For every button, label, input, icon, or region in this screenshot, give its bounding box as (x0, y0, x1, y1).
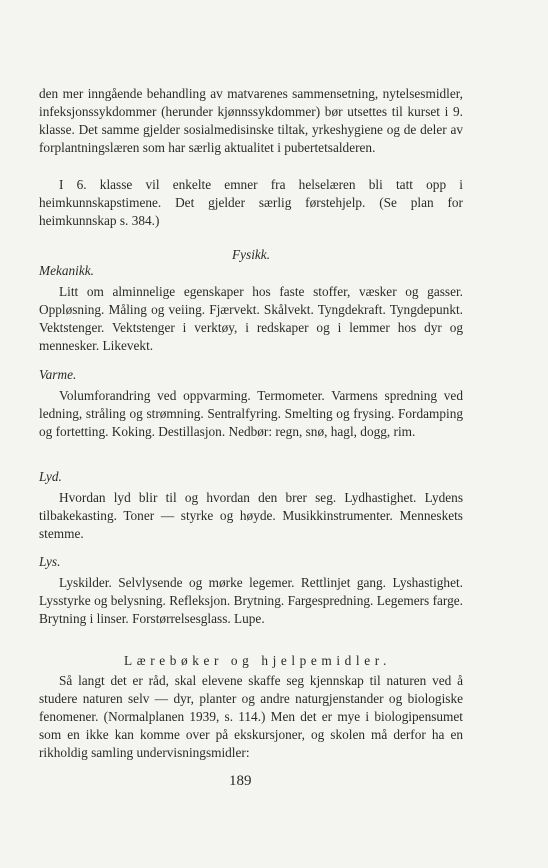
subsection-title-mekanikk: Mekanikk. (39, 263, 94, 278)
intro-paragraph-1: den mer inngående behandling av matvarenes sammensetning, nytelsesmidler, infeksjonssykdommer (herunder kjønnssykdommer) bør utsettes til kurset i 9. klasse. Det samme gjelder sosialmedisinske tiltak, yrkeshygiene og de deler av forplantningslæren som har særlig aktualitet i pubertetsalderen. (39, 86, 463, 156)
subsection-title-lyd: Lyd. (39, 469, 62, 484)
section-title-fysikk: Fysikk. (232, 247, 271, 262)
lys-paragraph: Lyskilder. Selvlysende og mørke legemer. Rettlinjet gang. Lyshastighet. Lysstyrke og belysning. Refleksjon. Brytning. Fargespredning. Legemers farge. Brytning i linser. Forstørrelsesglass. Lupe. (39, 575, 463, 627)
intro-paragraph-2: I 6. klasse vil enkelte emner fra helselæren bli tatt opp i heimkunnskapstimene. Det gjelder særlig førstehjelp. (Se plan for heimkunnskap s. 384.) (39, 177, 463, 229)
section-title-laereboker: Lærebøker og hjelpemidler. (124, 653, 391, 668)
laereboker-paragraph: Så langt det er råd, skal elevene skaffe seg kjennskap til naturen ved å studere naturen selv — dyr, planter og andre naturgjenstander og biologiske fenomener. (Normalplanen 1939, s. 114.) Men det er mye i biologipensumet som en ikke kan komme over på ekskursjoner, og skolen må derfor ha en rikholdig samling undervisningsmidler: (39, 673, 463, 761)
subsection-title-varme: Varme. (39, 367, 77, 382)
lyd-paragraph: Hvordan lyd blir til og hvordan den brer seg. Lydhastighet. Lydens tilbakekasting. Toner — styrke og høyde. Musikkinstrumenter. Menneskets stemme. (39, 490, 463, 542)
mekanikk-paragraph: Litt om alminnelige egenskaper hos faste stoffer, væsker og gasser. Oppløsning. Måling og veiing. Fjærvekt. Skålvekt. Tyngdekraft. Tyngdepunkt. Vektstenger. Vektstenger i verktøy, i redskaper og i lemmer hos dyr og mennesker. Likevekt. (39, 284, 463, 354)
subsection-title-lys: Lys. (39, 554, 61, 569)
page-number: 189 (229, 773, 252, 789)
varme-paragraph: Volumforandring ved oppvarming. Termometer. Varmens spredning ved ledning, stråling og strømning. Sentralfyring. Smelting og frysing. Fordamping og fortetting. Koking. Destillasjon. Nedbør: regn, snø, hagl, dogg, rim. (39, 388, 463, 440)
